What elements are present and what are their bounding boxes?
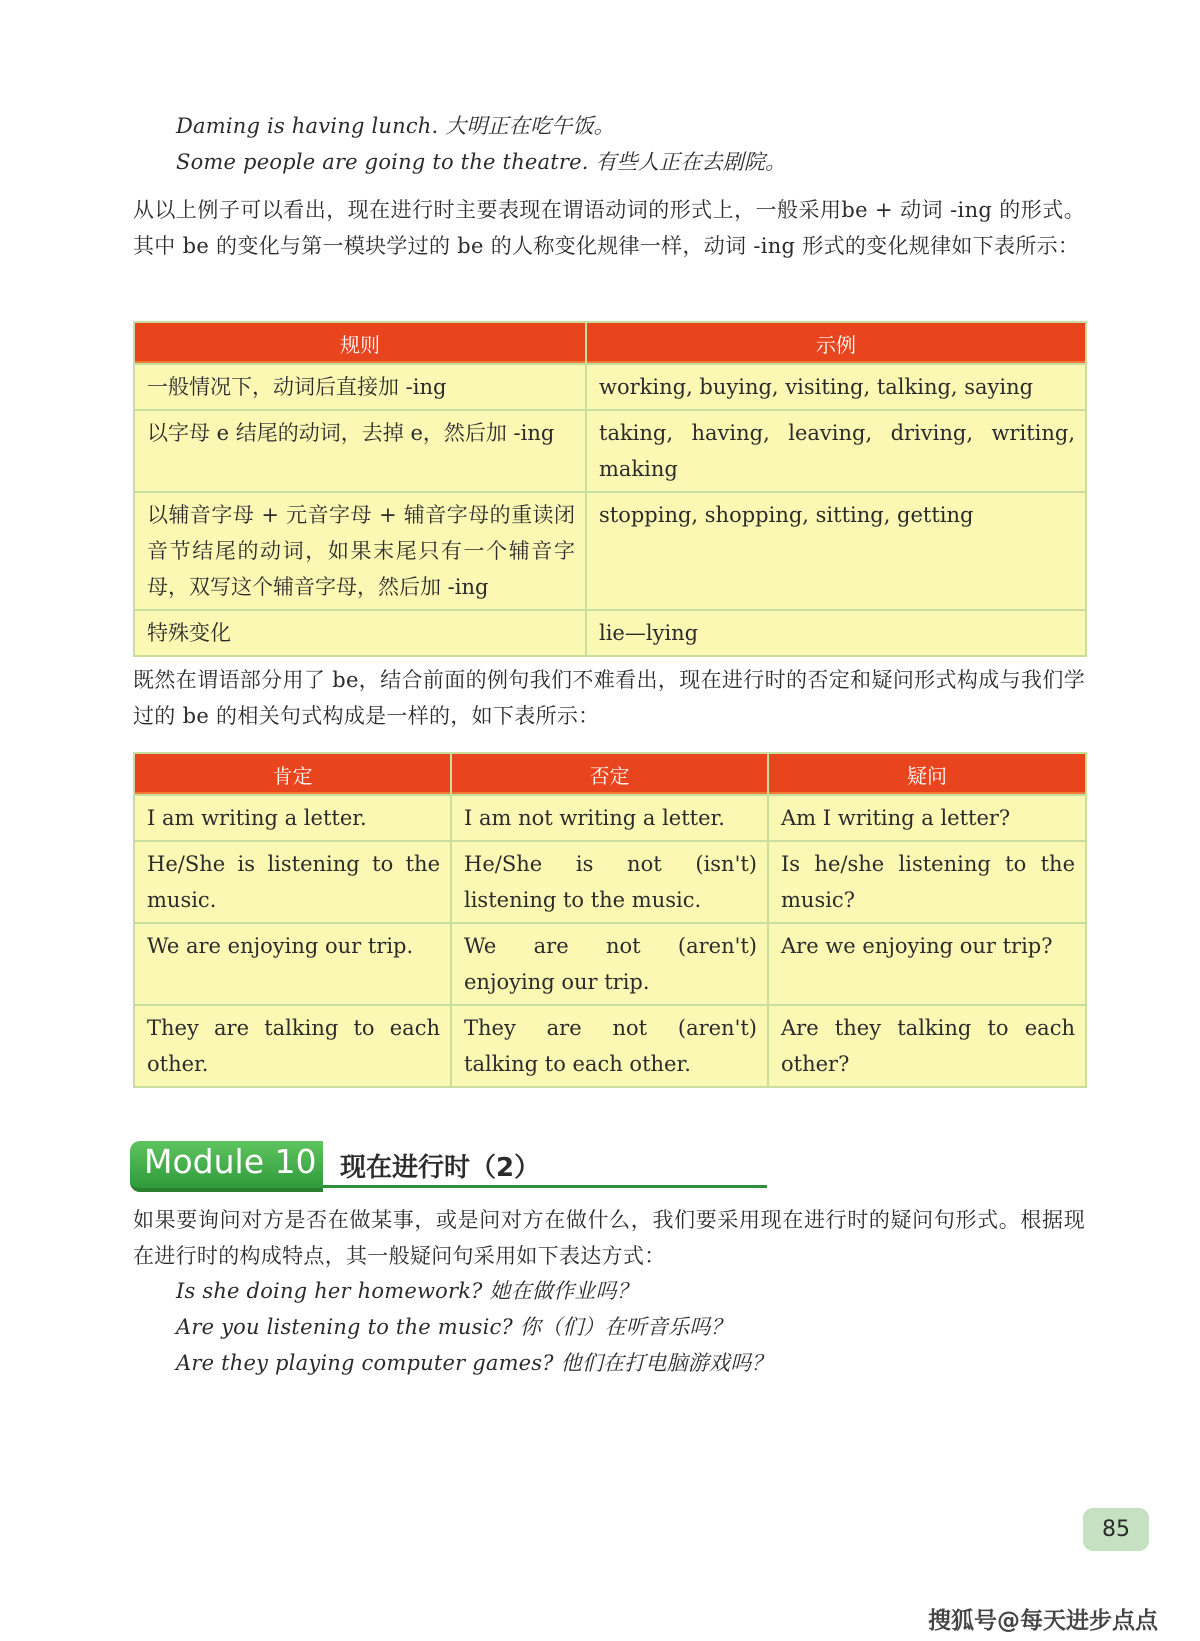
example-sentence: Some people are going to the theatre. 有些人正在去剧院。 <box>176 150 787 174</box>
table-row <box>134 923 1086 1005</box>
example-sentence: Are you listening to the music? 你（们）在听音乐吗？ <box>176 1315 732 1339</box>
column-header: 示例 <box>586 322 1086 364</box>
table-cell: 一般情况下，动词后直接加 -ing <box>134 364 586 410</box>
example-sentence: Daming is having lunch. 大明正在吃午饭。 <box>176 114 615 138</box>
table-cell: stopping, shopping, sitting, getting <box>586 492 1086 610</box>
table-cell: He/She is not (isn't) listening to the music. <box>451 841 768 923</box>
table-row <box>134 364 1086 410</box>
table-row <box>134 492 1086 610</box>
table-cell: lie—lying <box>586 610 1086 656</box>
table-cell: We are not (aren't) enjoying our trip. <box>451 923 768 1005</box>
ing-rules-table <box>133 321 1087 657</box>
watermark: 搜狐号@每天进步点点 <box>928 1608 1158 1634</box>
column-header: 肯定 <box>134 753 451 795</box>
table-cell: 以辅音字母 + 元音字母 + 辅音字母的重读闭音节结尾的动词，如果末尾只有一个辅音字母，双写这个辅音字母，然后加 -ing <box>134 492 586 610</box>
table-cell: We are enjoying our trip. <box>134 923 451 1005</box>
example-sentence: Are they playing computer games? 他们在打电脑游戏吗？ <box>176 1351 773 1375</box>
table-cell: He/She is listening to the music. <box>134 841 451 923</box>
table-cell: Are they talking to each other? <box>768 1005 1086 1087</box>
column-header: 疑问 <box>768 753 1086 795</box>
table-row <box>134 410 1086 492</box>
table-cell: I am not writing a letter. <box>451 795 768 841</box>
table-row <box>134 795 1086 841</box>
module-label: Module 10 <box>144 1142 317 1181</box>
page-number: 85 <box>1083 1508 1149 1551</box>
table-cell: They are talking to each other. <box>134 1005 451 1087</box>
paragraph: 如果要询问对方是否在做某事，或是问对方在做什么，我们要采用现在进行时的疑问句形式。根据现在进行时的构成特点，其一般疑问句采用如下表达方式： <box>133 1208 1085 1268</box>
table-row <box>134 841 1086 923</box>
paragraph: 从以上例子可以看出，现在进行时主要表现在谓语动词的形式上，一般采用be + 动词 -ing 的形式。其中 be 的变化与第一模块学过的 be 的人称变化规律一样，动词 -ing 形式的变化规律如下表所示： <box>133 198 1085 258</box>
table-row <box>134 610 1086 656</box>
table-header-row <box>134 753 1086 795</box>
column-header: 规则 <box>134 322 586 364</box>
table-row <box>134 1005 1086 1087</box>
module-title: 现在进行时（2） <box>340 1153 541 1183</box>
table-cell: Am I writing a letter? <box>768 795 1086 841</box>
table-cell: 特殊变化 <box>134 610 586 656</box>
table-cell: taking, having, leaving, driving, writing, making <box>586 410 1086 492</box>
table-cell: 以字母 e 结尾的动词，去掉 e，然后加 -ing <box>134 410 586 492</box>
table-cell: I am writing a letter. <box>134 795 451 841</box>
table-cell: Are we enjoying our trip? <box>768 923 1086 1005</box>
table-cell: Is he/she listening to the music? <box>768 841 1086 923</box>
example-sentence: Is she doing her homework? 她在做作业吗？ <box>176 1279 638 1303</box>
table-cell: working, buying, visiting, talking, saying <box>586 364 1086 410</box>
table-header-row <box>134 322 1086 364</box>
table-cell: They are not (aren't) talking to each other. <box>451 1005 768 1087</box>
sentence-forms-table <box>133 752 1087 1088</box>
module-underline <box>323 1185 767 1188</box>
column-header: 否定 <box>451 753 768 795</box>
paragraph: 既然在谓语部分用了 be，结合前面的例句我们不难看出，现在进行时的否定和疑问形式构成与我们学过的 be 的相关句式构成是一样的，如下表所示： <box>133 668 1085 728</box>
